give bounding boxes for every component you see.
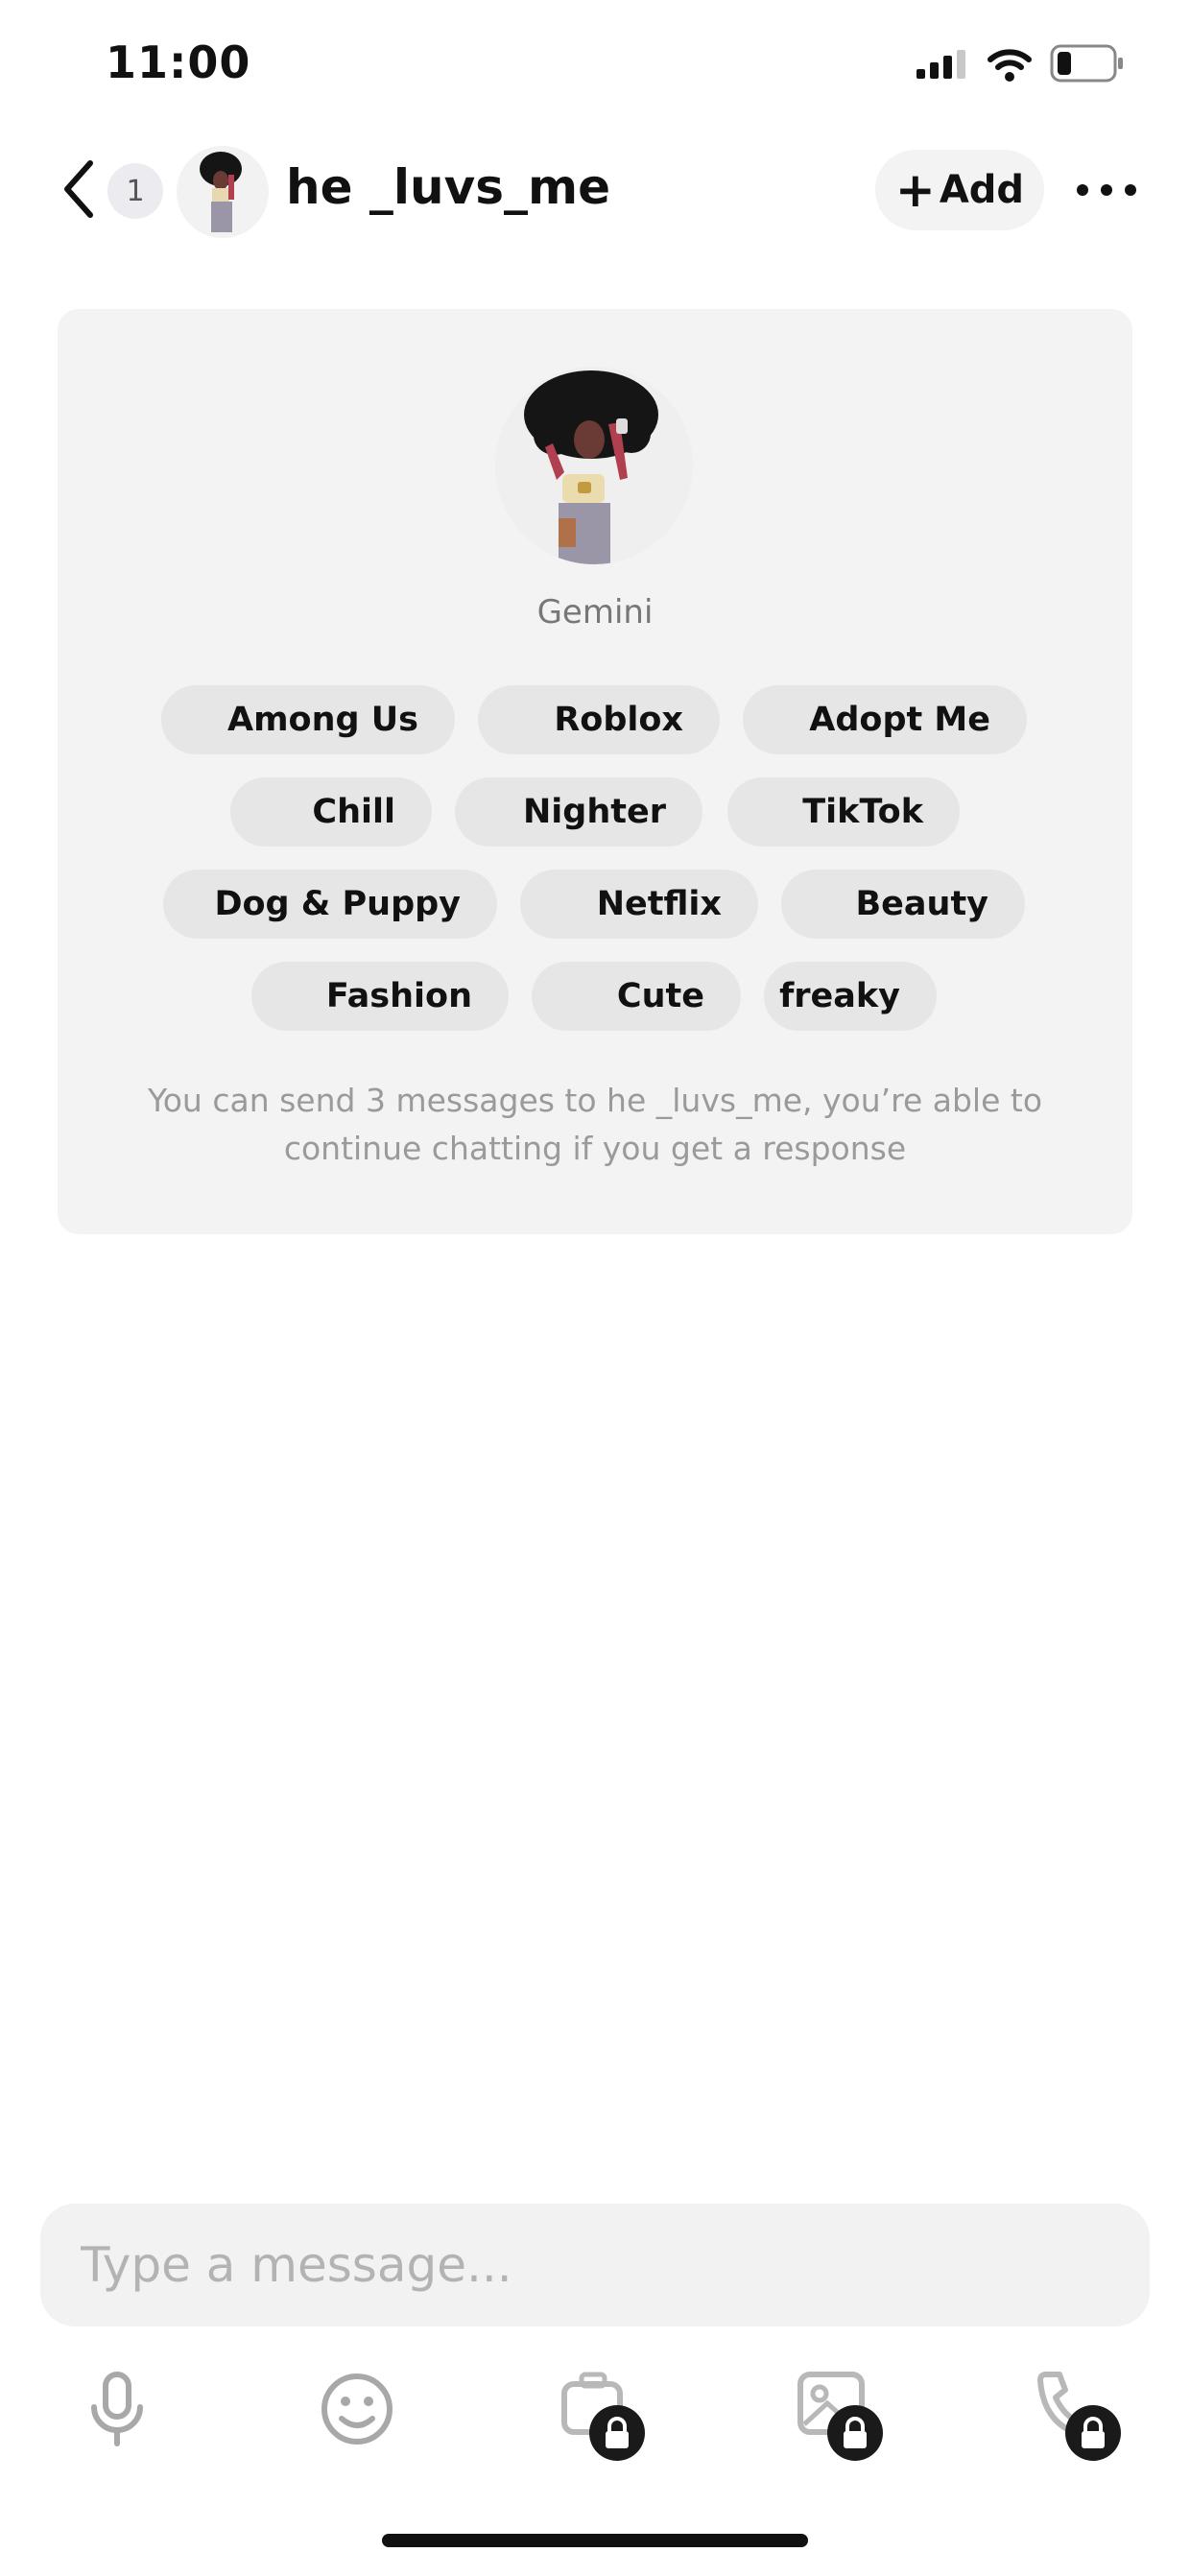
- interest-chip: Nighter: [455, 777, 702, 847]
- lock-badge: [1065, 2405, 1121, 2461]
- notice-line: continue chatting if you get a response: [283, 1130, 907, 1167]
- zodiac-sign: Gemini: [536, 593, 654, 632]
- interest-chip: TikTok: [727, 777, 960, 847]
- interest-chip: Beauty: [781, 870, 1025, 939]
- battery-icon: [1050, 44, 1125, 83]
- emoji-icon[interactable]: [317, 2369, 397, 2449]
- lock-icon: [1065, 2405, 1121, 2461]
- avatar[interactable]: [177, 146, 269, 238]
- microphone-icon[interactable]: [77, 2369, 157, 2449]
- profile-picture-icon: [177, 146, 269, 238]
- message-composer: [40, 2204, 1150, 2326]
- interest-chip: Cute: [532, 962, 741, 1031]
- message-input[interactable]: [40, 2204, 1150, 2326]
- interest-chip: Adopt Me: [743, 685, 1027, 754]
- notice-line: You can send 3 messages to he _luvs_me, you’re able to: [147, 1082, 1043, 1119]
- lock-badge: [827, 2405, 883, 2461]
- gallery-button[interactable]: [795, 2365, 887, 2457]
- interest-chip: freaky: [764, 962, 937, 1031]
- unread-count-badge: 1: [107, 163, 163, 219]
- status-time: 11:00: [106, 36, 251, 88]
- chat-username[interactable]: he _luvs_me: [286, 159, 611, 215]
- interest-chip: Among Us: [161, 685, 455, 754]
- lock-icon: [827, 2405, 883, 2461]
- plus-icon: +: [894, 162, 936, 218]
- interest-chip: Dog & Puppy: [163, 870, 497, 939]
- interest-chip: Fashion: [251, 962, 509, 1031]
- back-chevron-icon[interactable]: [58, 155, 100, 223]
- lock-badge: [589, 2405, 645, 2461]
- home-indicator[interactable]: [382, 2534, 808, 2547]
- more-options-icon[interactable]: [1073, 173, 1140, 207]
- call-button[interactable]: [1031, 2365, 1123, 2457]
- profile-picture-icon: [495, 367, 693, 564]
- profile-avatar-large[interactable]: [495, 367, 693, 564]
- wifi-icon: [987, 46, 1033, 83]
- lock-icon: [589, 2405, 645, 2461]
- message-limit-notice: [115, 1077, 1075, 1173]
- interest-chip: Netflix: [520, 870, 758, 939]
- interest-chip: Roblox: [478, 685, 720, 754]
- cellular-signal-icon: [916, 50, 966, 79]
- add-button-label: Add: [939, 168, 1025, 212]
- add-friend-button[interactable]: [875, 150, 1044, 230]
- interest-chip: Chill: [230, 777, 432, 847]
- camera-button[interactable]: [557, 2365, 649, 2457]
